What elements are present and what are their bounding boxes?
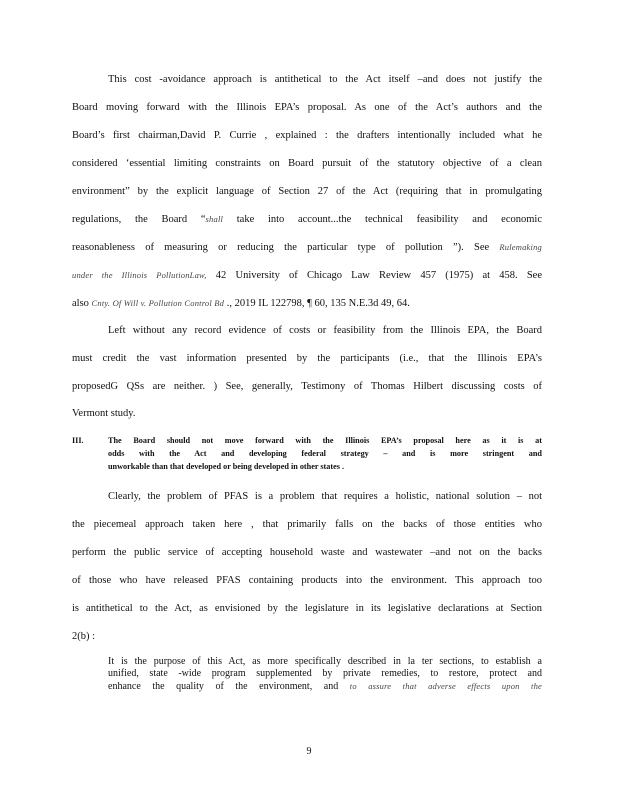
heading-line-1: The Board should not move forward with the Illinois EPA’s proposal here as it is at [108,436,542,445]
paragraph-3-line-3: perform the public service of accepting household waste and wastewater –and not on the backs [72,547,542,558]
paragraph-1-line-4: considered ‘essential limiting constraints on Board pursuit of the statutory objective of a clean [72,158,542,169]
paragraph-3-line-2: the piecemeal approach taken here , that primarily falls on the backs of those entities who [72,519,542,530]
paragraph-1-line-9 [72,293,542,313]
paragraph-1-line-5: environment” by the explicit language of Section 27 of the Act (requiring that in promulgating [72,186,542,197]
page-number: 9 [306,746,312,757]
shall-emphasis: shall [205,214,224,224]
paragraph-1-line-1: This cost -avoidance approach is antithetical to the Act itself –and does not justify the [108,74,542,85]
quote-line-1: It is the purpose of this Act, as more specifically described in la ter sections, to establish a [108,656,542,667]
line-8-text-b: 42 University of Chicago Law Review 457 (1975) at 458. See [206,270,542,281]
paragraph-1-line-7 [72,237,542,257]
paragraph-1-line-6 [72,209,542,229]
heading-line-2: odds with the Act and developing federal strategy – and is more stringent and [108,449,542,458]
block-quote [108,656,542,692]
paragraph-1-line-2: Board moving forward with the Illinois EPA’s proposal. As one of the Act’s authors and the [72,102,542,113]
quote-line-3-text: enhance the quality of the environment, and [108,681,350,692]
paragraph-1-line-8 [72,265,542,285]
line-9-text-c: ., 2019 IL 122798, ¶ 60, 135 N.E.3d 49, 64. [224,298,410,309]
heading-line-3: unworkable than that developed or being developed in other states . [108,462,345,471]
paragraph-3-line-1: Clearly, the problem of PFAS is a problem that requires a holistic, national solution – not [108,491,542,502]
case-citation: Cnty. Of Will v. Pollution Control Bd [91,298,225,308]
paragraph-3-line-6: 2(b) : [72,631,96,642]
paragraph-2-line-2: must credit the vast information presented by the participants (i.e., that the Illinois EPA’s [72,353,542,364]
paragraph-3-line-5: is antithetical to the Act, as envisioned by the legislature in its legislative declarations at Section [72,603,542,614]
paragraph-1-line-3: Board’s first chairman,David P. Currie , explained : the drafters intentionally included what he [72,130,542,141]
line-9-text-a: also [72,298,92,309]
citation-title-end: under the Illinois PollutionLaw, [72,270,207,280]
quote-line-3 [108,680,542,692]
line-7-text-a: reasonableness of measuring or reducing the particular type of pollution ”). See [72,242,500,253]
section-number: III. [72,436,84,445]
paragraph-2-line-3: proposedG QSs are neither. ) See, generally, Testimony of Thomas Hilbert discussing costs of [72,381,542,392]
line-6-text-a: regulations, the Board “ [72,214,206,225]
line-6-text-c: take into account...the technical feasibility and economic [223,214,542,225]
citation-title-start: Rulemaking [499,242,542,252]
quote-line-2: unified, state -wide program supplemented by private remedies, to restore, protect and [108,668,542,679]
paragraph-2-line-1: Left without any record evidence of costs or feasibility from the Illinois EPA, the Board [108,325,542,336]
paragraph-2-line-4: Vermont study. [72,408,136,419]
paragraph-3-line-4: of those who have released PFAS containing products into the environment. This approach too [72,575,542,586]
quote-italic-text: to assure that adverse effects upon the [349,681,543,691]
